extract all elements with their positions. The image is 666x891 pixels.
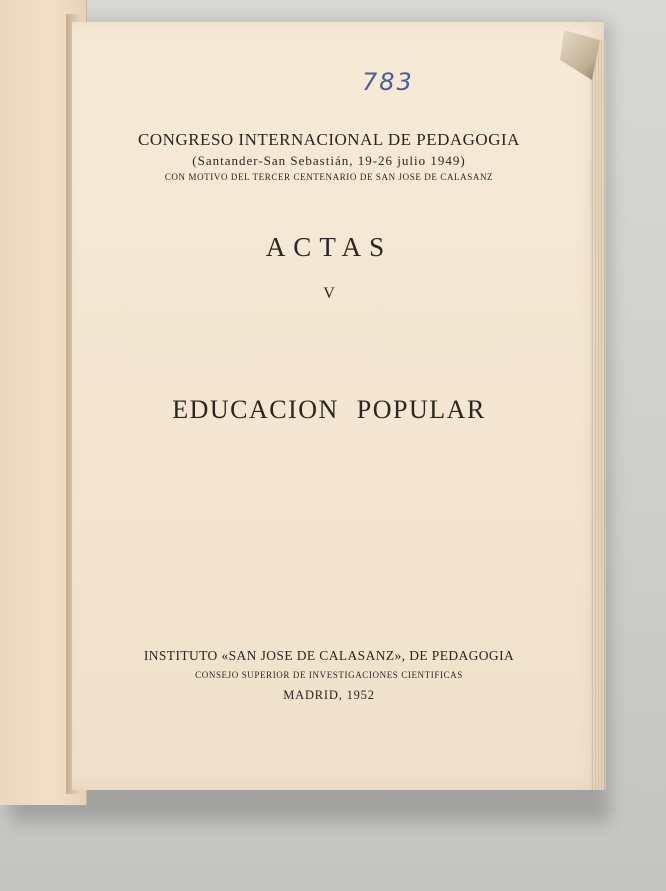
congress-title: CONGRESO INTERNACIONAL DE PEDAGOGIA bbox=[138, 130, 520, 149]
congress-occasion: CON MOTIVO DEL TERCER CENTENARIO DE SAN JOSE DE CALASANZ bbox=[164, 172, 494, 182]
handwritten-number: 783 bbox=[362, 68, 414, 96]
show-through-text bbox=[0, 346, 662, 357]
congress-dates: (Santander-San Sebastián, 19-26 julio 1949) bbox=[192, 153, 466, 168]
volume-subject: EDUCACION POPULAR bbox=[172, 395, 486, 424]
volume-number: V bbox=[323, 285, 335, 302]
publisher-name: INSTITUTO «SAN JOSE DE CALASANZ», DE PEDAGOGIA bbox=[143, 648, 515, 663]
place-year: MADRID, 1952 bbox=[283, 688, 375, 702]
council-name: CONSEJO SUPERIOR DE INVESTIGACIONES CIENTIFICAS bbox=[195, 670, 463, 680]
actas-heading: ACTAS bbox=[265, 232, 393, 262]
